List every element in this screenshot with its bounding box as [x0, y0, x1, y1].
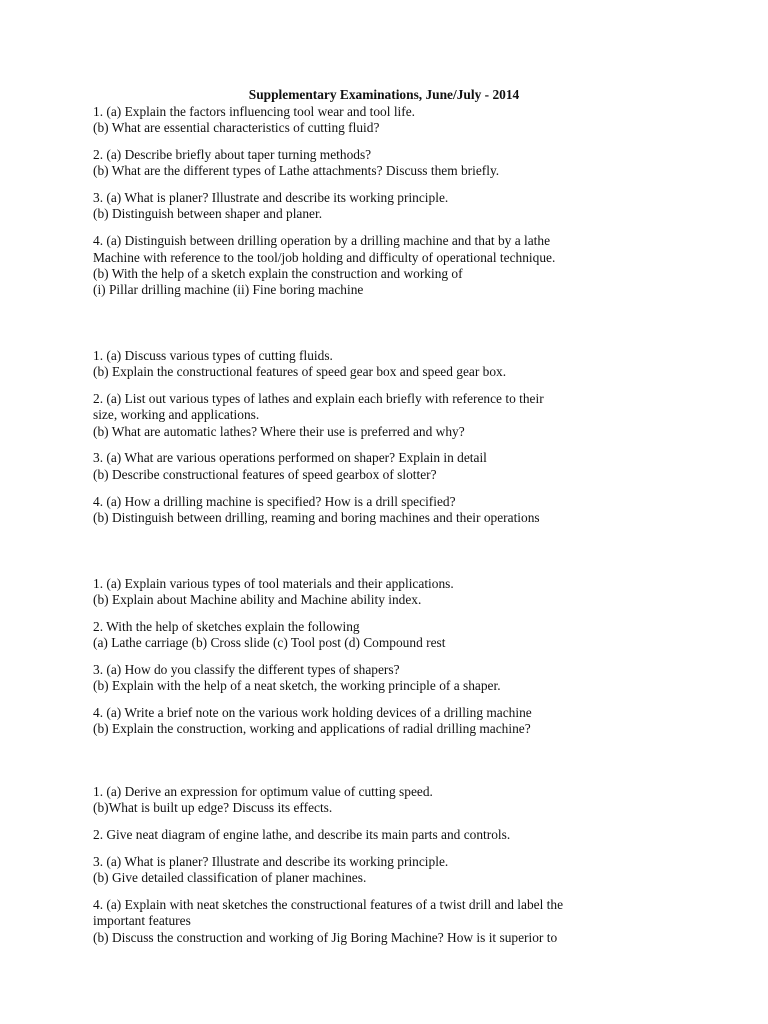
question-set-3: [93, 576, 723, 738]
question-line: (b) Describe constructional features of speed gearbox of slotter?: [93, 466, 437, 482]
question-line: size, working and applications.: [93, 407, 260, 423]
question-line: 2. (a) Describe briefly about taper turning methods?: [93, 147, 372, 163]
question-set-2: [93, 348, 723, 526]
question-line: (b) Explain about Machine ability and Machine ability index.: [93, 591, 422, 607]
question-line: 1. (a) Explain various types of tool materials and their applications.: [93, 575, 454, 591]
question-line: 3. (a) What are various operations performed on shaper? Explain in detail: [93, 450, 487, 466]
question-line: (b) What are essential characteristics of cutting fluid?: [93, 120, 380, 136]
question-line: Machine with reference to the tool/job holding and difficulty of operational technique.: [93, 249, 556, 265]
question-line: (b) What are automatic lathes? Where their use is preferred and why?: [93, 423, 465, 439]
set-separator: [93, 537, 723, 576]
question-2: [93, 391, 723, 440]
question-line: (b) Explain the constructional features of speed gear box and speed gear box.: [93, 364, 507, 380]
question-4: [93, 233, 723, 298]
question-content: [93, 104, 723, 956]
question-line: 4. (a) Explain with neat sketches the constructional features of a twist drill and label the: [93, 897, 564, 912]
question-line: 2. With the help of sketches explain the following: [93, 618, 360, 634]
question-line: (b) With the help of a sketch explain the construction and working of: [93, 265, 463, 281]
question-line: 2. Give neat diagram of engine lathe, and describe its main parts and controls.: [93, 827, 511, 843]
set-separator: [93, 748, 723, 784]
question-line: (b) Give detailed classification of planer machines.: [93, 870, 367, 886]
question-line: 1. (a) Discuss various types of cutting fluids.: [93, 347, 333, 363]
question-line: (b) What are the different types of Lathe attachments? Discuss them briefly.: [93, 163, 500, 179]
question-3: [93, 662, 723, 695]
question-3: [93, 854, 723, 887]
question-4: [93, 494, 723, 527]
question-line: (a) Lathe carriage (b) Cross slide (c) Tool post (d) Compound rest: [93, 635, 446, 651]
question-line: (b) Explain the construction, working and applications of radial drilling machine?: [93, 721, 531, 737]
question-line: 2. (a) List out various types of lathes and explain each briefly with reference to their: [93, 391, 544, 407]
question-4: [93, 705, 723, 738]
question-2: [93, 619, 723, 652]
question-3: [93, 450, 723, 483]
question-line: 4. (a) How a drilling machine is specified? How is a drill specified?: [93, 493, 456, 509]
question-set-4: [93, 784, 723, 946]
question-line: 4. (a) Distinguish between drilling operation by a drilling machine and that by a lathe: [93, 233, 551, 249]
question-line: 1. (a) Derive an expression for optimum value of cutting speed.: [93, 784, 433, 800]
question-line: (b) Explain with the help of a neat sketch, the working principle of a shaper.: [93, 678, 501, 694]
question-line: 1. (a) Explain the factors influencing tool wear and tool life.: [93, 104, 416, 119]
question-line: 3. (a) What is planer? Illustrate and describe its working principle.: [93, 190, 449, 206]
question-1: [93, 784, 723, 817]
page-title: Supplementary Examinations, June/July - 2014: [248, 87, 520, 102]
question-4: [93, 897, 723, 946]
question-line: (b) Discuss the construction and working of Jig Boring Machine? How is it superior to: [93, 929, 558, 945]
question-line: (b) Distinguish between shaper and planer.: [93, 206, 323, 222]
question-line: 3. (a) How do you classify the different types of shapers?: [93, 661, 400, 677]
question-set-1: [93, 104, 723, 298]
question-3: [93, 190, 723, 223]
question-2: [93, 147, 723, 180]
question-line: 3. (a) What is planer? Illustrate and describe its working principle.: [93, 853, 449, 869]
question-line: (b)What is built up edge? Discuss its effects.: [93, 800, 333, 816]
question-line: (i) Pillar drilling machine (ii) Fine boring machine: [93, 282, 364, 298]
question-1: [93, 576, 723, 609]
question-2: [93, 827, 723, 843]
question-line: important features: [93, 913, 191, 929]
set-separator: [93, 309, 723, 348]
question-line: 4. (a) Write a brief note on the various work holding devices of a drilling machine: [93, 704, 532, 720]
question-1: [93, 348, 723, 381]
question-1: [93, 104, 723, 137]
question-line: (b) Distinguish between drilling, reaming and boring machines and their operations: [93, 509, 540, 525]
